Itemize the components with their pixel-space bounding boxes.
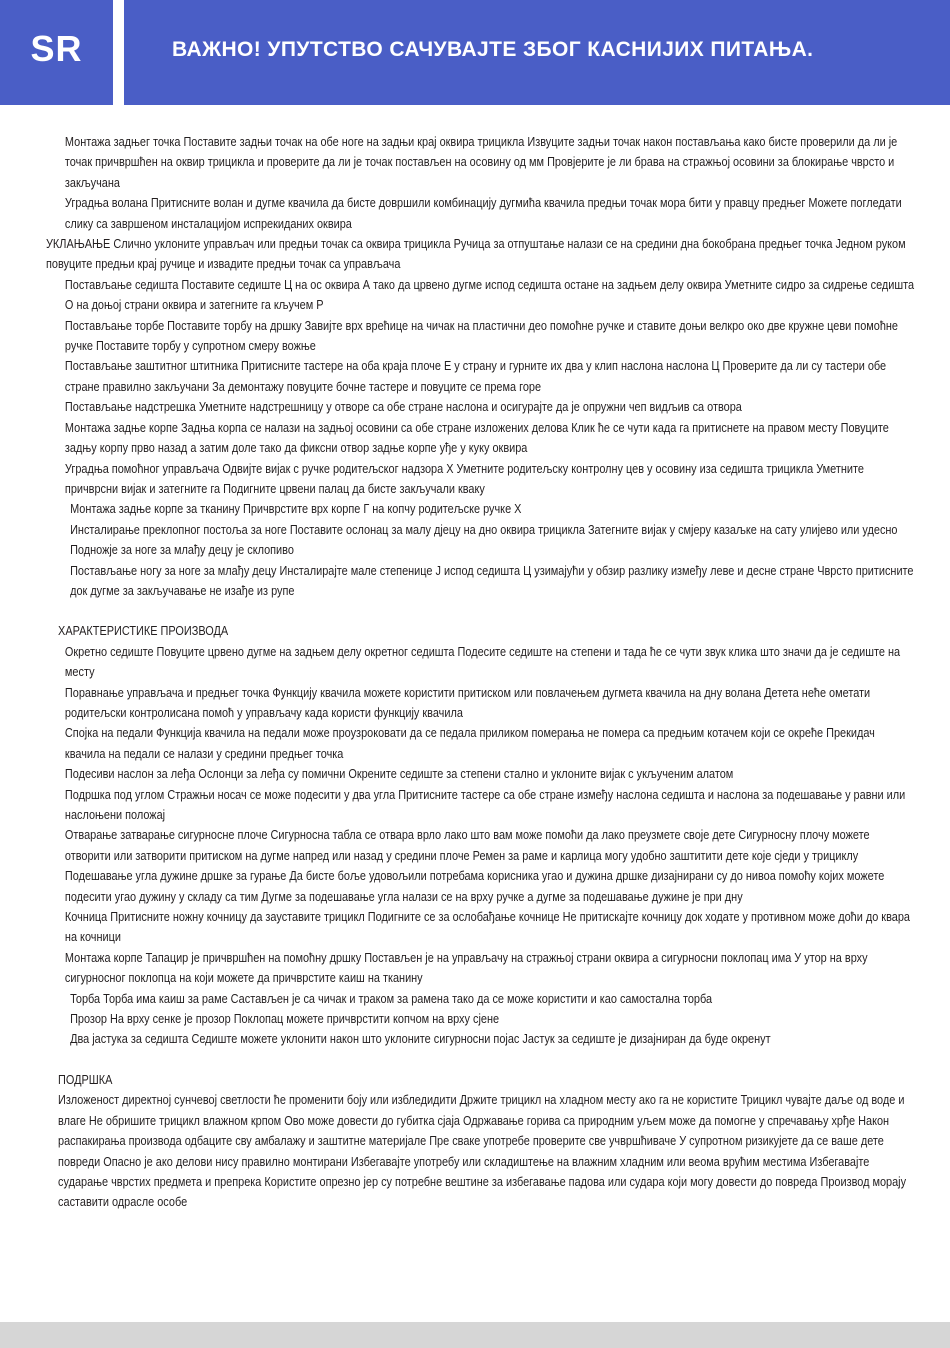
paragraph-steering-wheel: Уградња волана Притисните волан и дугме квачила да бисте довршили комбинацију дугмића квачила предњи точак мора бити у правцу предњег Можете погледати слику са завршеном инсталацијом испрекиданих оквира — [64, 196, 902, 231]
paragraph-parent-handle: Уградња помоћног управљача Одвијте вијак с ручке родитељског надзора Х Уметните родитељску контролну цев у осовину иза седишта трицикла Уметните причврсни вијак и затегните га Подигните црвени палац да бисте закључали кваку — [64, 461, 864, 496]
paragraph-safety-bar: Отварање затварање сигурносне плоче Сигурносна табла се отвара врло лако што вам може помоћи да лако преузмете своје дете Сигурносну плочу можете отворити или затворити притиском на дугме напред или назад у средини плоче Ремен за раме и карлица могу удобно заштитити дете које сједи у трициклу — [64, 828, 870, 863]
paragraph-basket: Монтажа корпе Тапацир је причвршћен на помоћну дршку Постављен је на управљачу на стражњој страни оквира а сигурносни поклопац има У утор на врху сигурносног поклопца на који можете да причврстите каиш на тканину — [64, 950, 868, 986]
paragraph-brake: Кочница Притисните ножну кочницу да зауставите трицикл Подигните се за ослобађање кочнице Не притискајте кочницу док ходате у противном може доћи до квара на кочници — [64, 910, 910, 945]
paragraph-bag: Постављање торбе Поставите торбу на дршку Завијте врх врећице на чичак на пластични део помоћне ручке и ставите доњи велкро око две кружне цеви помоћне ручке Поставите торбу у супротном смеру вожње — [64, 318, 899, 354]
paragraph-angle-support: Подршка под углом Стражњи носач се може подесити у два угла Притисните тастере са обе стране између наслона седишта и наслона за подешавање у равни или наслоњени положај — [64, 787, 906, 822]
paragraph-swivel-seat: Окретно седиште Повуците црвено дугме на задњем делу окретног седишта Подесите седиште на степени и тада ће се чути звук клика што значи да је седиште на месту — [64, 644, 901, 680]
paragraph-backrest: Подесиви наслон за леђа Ослонци за леђа су помични Окрените седиште за степени стално и уклоните вијак с укљученим алатом — [64, 767, 734, 782]
footer-band — [0, 1322, 950, 1348]
paragraph-pedal-clutch: Спојка на педали Функција квачила на педали може проузроковати да се педала приликом померања не помера са предњим котачем који се окреће Прекидач квачила на педали се налази у средини предњег точка — [64, 726, 875, 761]
features-heading: ХАРАКТЕРИСТИКЕ ПРОИЗВОДА — [58, 624, 229, 639]
paragraph-guard: Постављање заштитног штитника Притисните тастере на оба краја плоче Е у страну и гурните их два у клип наслона наслона Ц Проверите да ли су тастери обе стране правилно закључани За демонтажу повуците бочне тастере и повуците се према горе — [64, 359, 887, 394]
instructions-body — [46, 132, 915, 1213]
page-title: ВАЖНО! УПУТСТВО САЧУВАЈТЕ ЗБОГ КАСНИЈИХ ПИТАЊА. — [172, 38, 814, 61]
paragraph-small-steps: Постављање ногу за ноге за млађу децу Инсталирајте мале степенице Ј испод седишта Ц узимајући у обзир разлику између леве и десне стране Чврсто притисните док дугме за закључавање не изађе из рупе — [70, 563, 914, 598]
language-code: SR — [30, 28, 83, 69]
header-language-block — [0, 0, 113, 105]
paragraph-rear-wheel: Монтажа задњег точка Поставите задњи точак на обе ноге на задњи крај оквира трицикла Извуците задњи точак након постављања како бисте проверили да ли је точак причвршћен на оквир трицикла и проверите да ли је точак постављен на осовину од мм Провјерите је ли брава на стражњој осовини за блокирање чврсто и закључана — [64, 135, 898, 190]
paragraph-alignment: Поравнање управљача и предњег точка Функцију квачила можете користити притиском или повлачењем дугмета квачила на дну волана Детета неће ометати родитељски контролисана помоћ у управљачу када користи функцију квачила — [64, 685, 871, 720]
paragraph-removal: УКЛАЊАЊЕ Слично уклоните управљач или предњи точак са оквира трицикла Ручица за отпуштање налази се на средини дна бокобрана предњег точка Једном руком повуците предњи крај ручице и извадите предњи точак са управљача — [46, 237, 906, 272]
paragraph-support: Изложеност директној сунчевој светлости ће променити боју или избледидити Држите трицикл на хладном месту ако га не користите Трицикл чувајте даље од воде и влаге Не обришите трицикл влажном крпом Ово може довести до губитка сјаја Одржавање горива са природним уљем може да помогне у спречавању хрђе Након распакирања производа одбаците сву амбалажу и заштитне материјале Пре сваке употребе проверите све учвршћиваче У супротном ризикујете да се ваше дете повреди Опасно је ако делови нису правилно монтирани Избегавајте употребу или складиштење на влажним хладним или веома врућим местима Избегавајте сударање чврстих предмета и препрека Користите опрезно јер су потребне вештине за избегавање падова или судара који могу довести до повреда Производ морају саставити одрасле особе — [58, 1093, 907, 1210]
paragraph-footrest: Инсталирање преклопног постоља за ноге Поставите ослонац за малу дјецу на дно оквира трицикла Затегните вијак у смјеру казаљке на сату улијево или удесно Подножје за ноге за млађу децу је склопиво — [70, 522, 898, 558]
paragraph-seat: Постављање седишта Поставите седиште Ц на ос оквира А тако да црвено дугме испод седишта остане на задњем делу оквира Уметните сидро за сидрење седишта О на доњој страни оквира и затегните га кључем Р — [64, 277, 915, 313]
paragraph-push-handle: Подешавање угла дужине дршке за гурање Да бисте боље удовољили потребама корисника угао и дужина дршке дизајнирани су до нивоа помоћу којих можете подесити угао дужину у складу са тим Дугме за подешавање угла налази се на врху ручке а дугме за подешавање дужине је при дну — [64, 869, 885, 904]
paragraph-rear-basket: Монтажа задње корпе Задња корпа се налази на задњој осовини са обе стране изложених делова Клик ће се чути када га притиснете на правом месту Повуците задњу корпу прво назад а затим доле тако да фиксни отвор задње корпе уђе у куку оквира — [64, 420, 889, 456]
paragraph-seat-cushions: Два јастука за седишта Седиште можете уклонити након што уклоните сигурносни појас Јастук за седиште је дизајниран да буде окренут — [70, 1032, 771, 1047]
paragraph-canopy: Постављање надстрешка Уметните надстрешницу у отворе са обе стране наслона и осигурајте да је опружни чеп видљив са отвора — [64, 400, 742, 415]
paragraph-fabric-basket: Монтажа задње корпе за тканину Причврстите врх корпе Г на копчу родитељске ручке Х — [70, 502, 522, 517]
paragraph-shoulder-bag: Торба Торба има каиш за раме Састављен је са чичак и траком за рамена тако да се може користити и као самостална торба — [70, 991, 713, 1006]
paragraph-window: Прозор На врху сенке је прозор Поклопац можете причврстити копчом на врху сјене — [70, 1012, 500, 1027]
support-heading: ПОДРШКА — [58, 1072, 113, 1087]
